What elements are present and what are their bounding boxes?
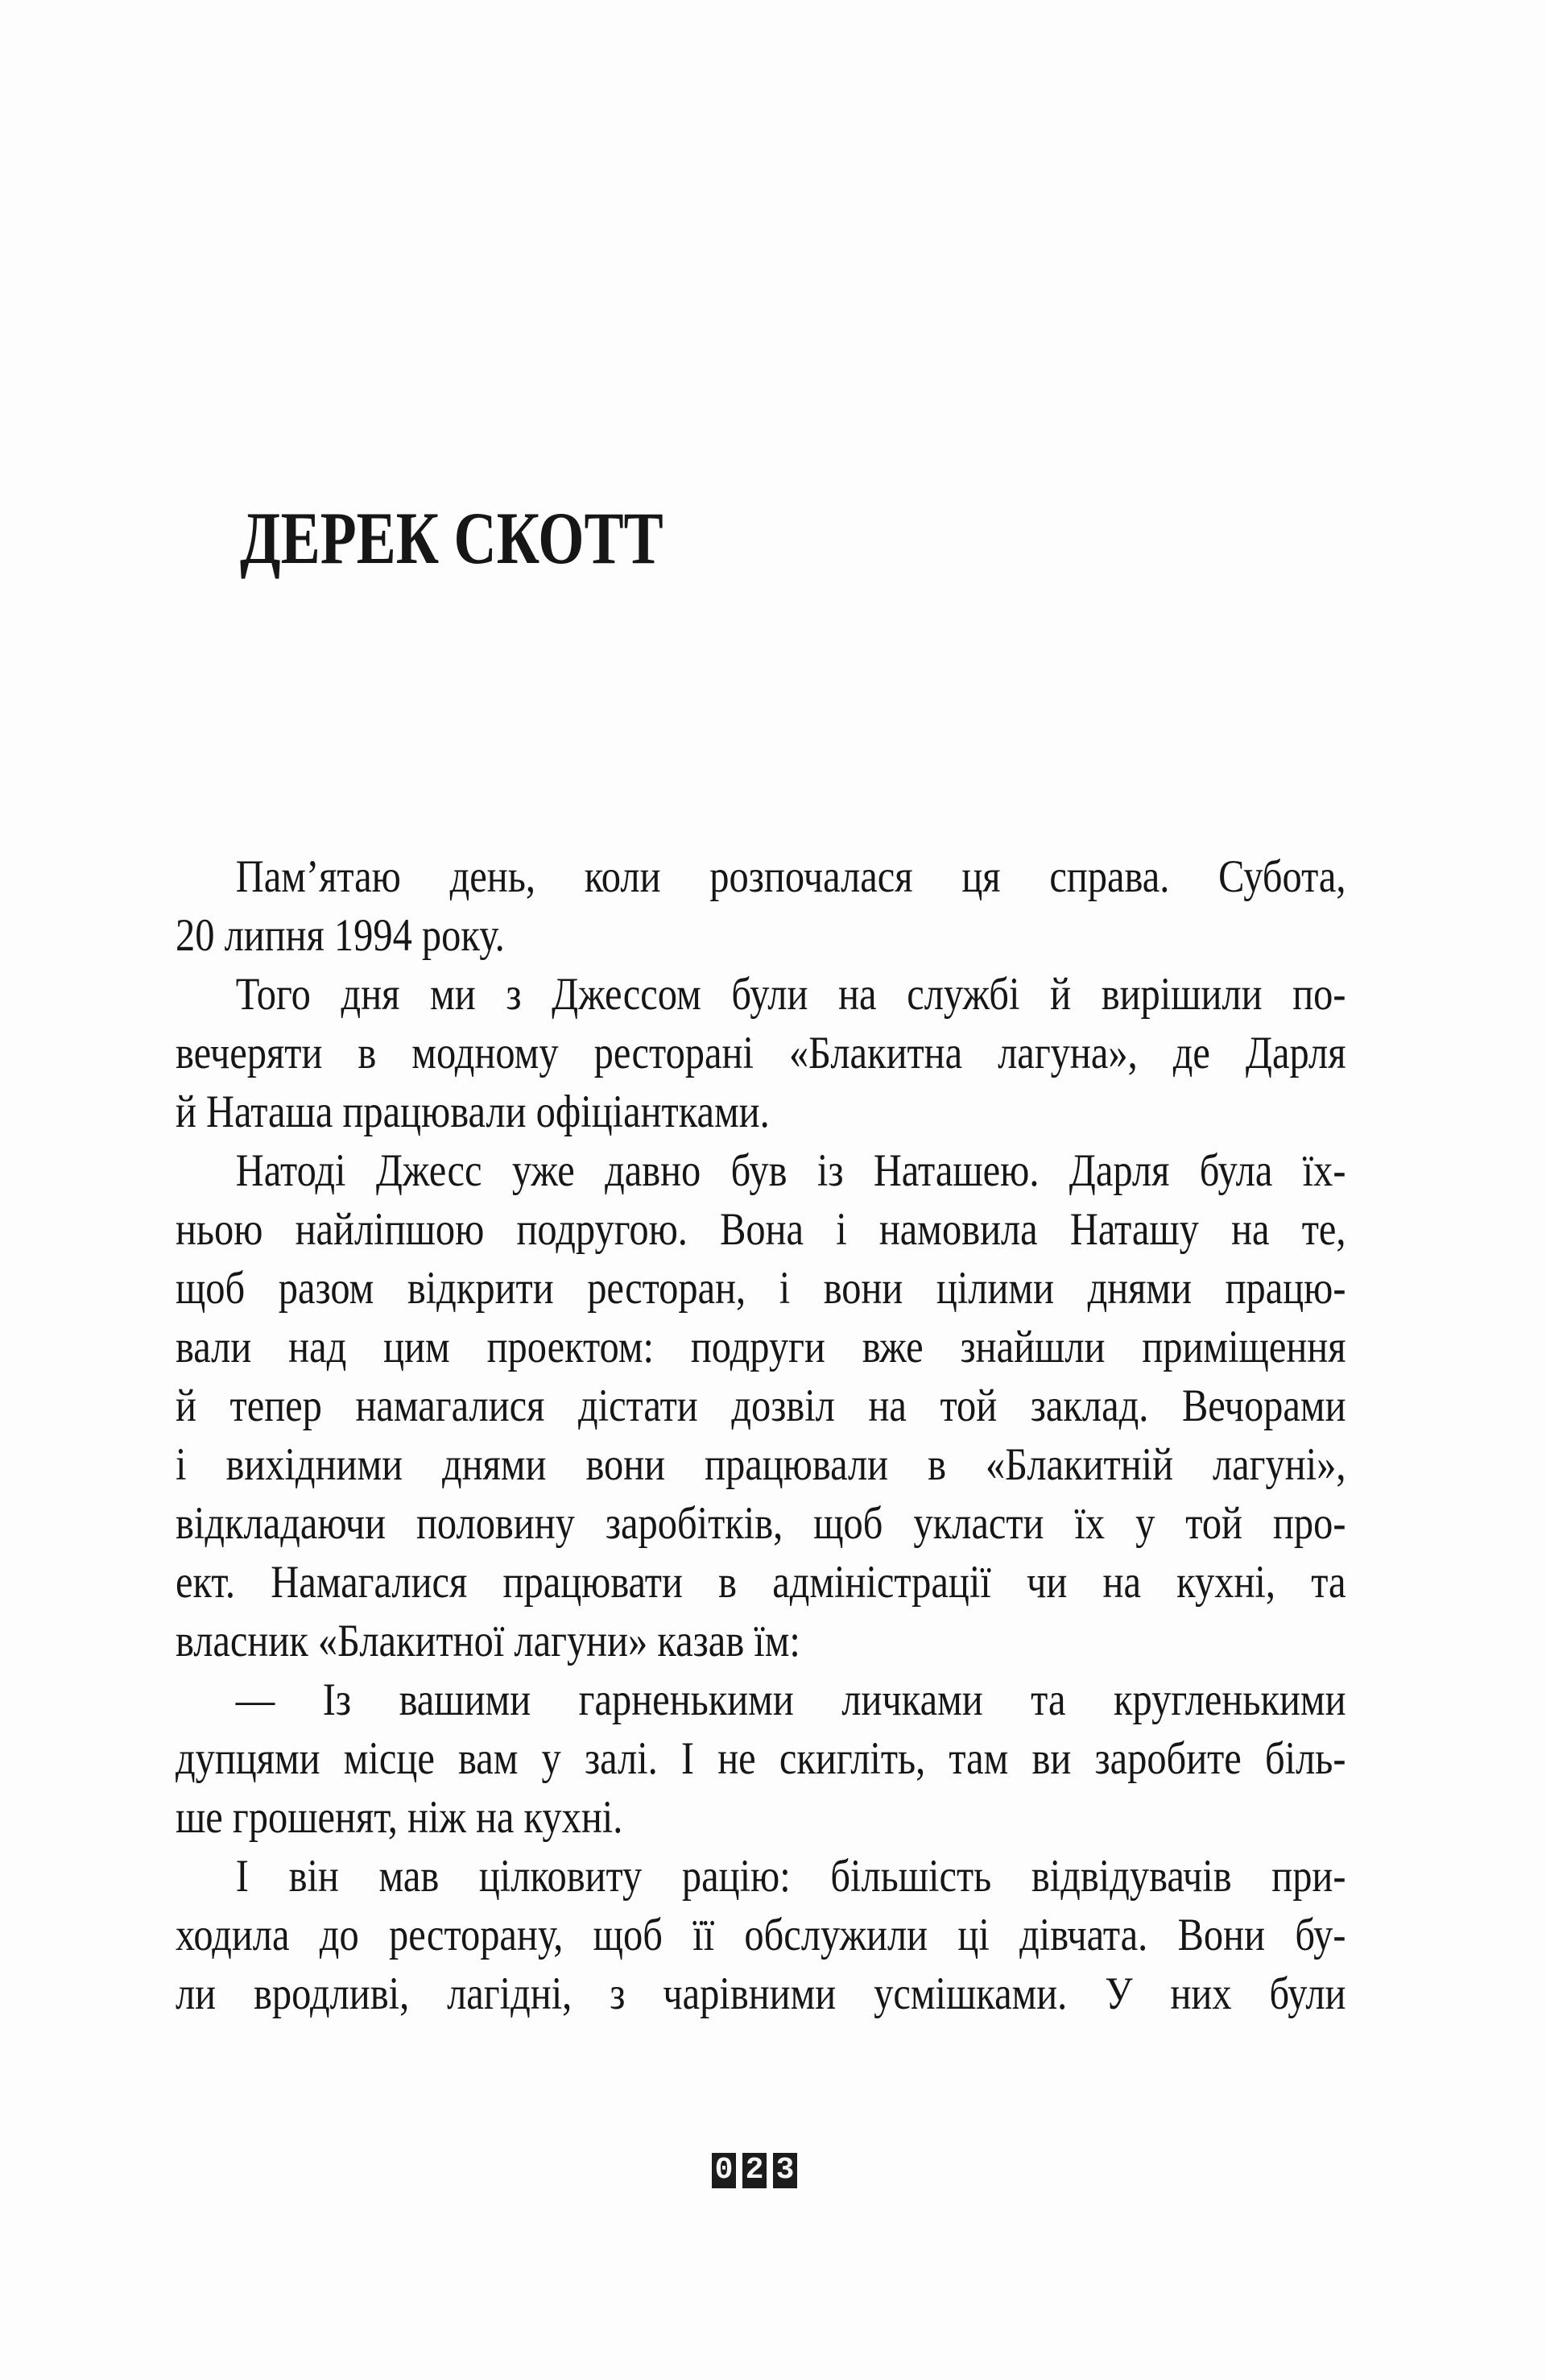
text-line: ходила до ресторану, щоб її обслужили ці дівчата. Вони бу- (176, 1910, 1346, 1960)
chapter-heading: ДЕРЕК СКОТТ (240, 497, 663, 579)
page-number (712, 2153, 797, 2188)
text-line: І він мав цілковиту рацію: більшість відвідувачів при- (235, 1851, 1346, 1902)
text-line: ше грошенят, ніж на кухні. (176, 1792, 623, 1843)
page-number-digit: 2 (742, 2153, 767, 2188)
text-line: і вихідними днями вони працювали в «Блакитній лагуні», (176, 1439, 1346, 1490)
text-line: й Наташа працювали офіціантками. (176, 1087, 770, 1137)
page-number-digit: 0 (712, 2153, 736, 2188)
text-line: й тепер намагалися дістати дозвіл на той заклад. Вечорами (176, 1380, 1346, 1431)
text-line: 20 липня 1994 року. (176, 910, 505, 961)
body-text (176, 847, 1346, 2023)
text-line: Того дня ми з Джессом були на службі й вирішили по- (235, 969, 1346, 1020)
text-line: дупцями місце вам у залі. І не скигліть, там ви заробите біль- (176, 1733, 1346, 1784)
text-line: власник «Блакитної лагуни» казав їм: (176, 1616, 800, 1666)
text-line: вали над цим проектом: подруги вже знайшли приміщення (176, 1322, 1346, 1372)
text-line: вечеряти в модному ресторані «Блакитна лагуна», де Дарля (176, 1028, 1346, 1078)
page-number-digit: 3 (773, 2153, 797, 2188)
text-line: Натоді Джесс уже давно був із Наташею. Дарля була їх- (235, 1145, 1346, 1196)
text-line: щоб разом відкрити ресторан, і вони цілими днями працю- (176, 1263, 1346, 1314)
text-line: Пам’ятаю день, коли розпочалася ця справа. Субота, (235, 851, 1346, 902)
text-line: ект. Намагалися працювати в адміністрації чи на кухні, та (176, 1557, 1346, 1608)
text-line: — Із вашими гарненькими личками та кругленькими (235, 1674, 1346, 1725)
text-line: ньою найліпшою подругою. Вона і намовила Наташу на те, (176, 1204, 1346, 1255)
text-line: відкладаючи половину заробітків, щоб укласти їх у той про- (176, 1498, 1346, 1549)
text-line: ли вродливі, лагідні, з чарівними усмішками. У них були (176, 1968, 1346, 2019)
